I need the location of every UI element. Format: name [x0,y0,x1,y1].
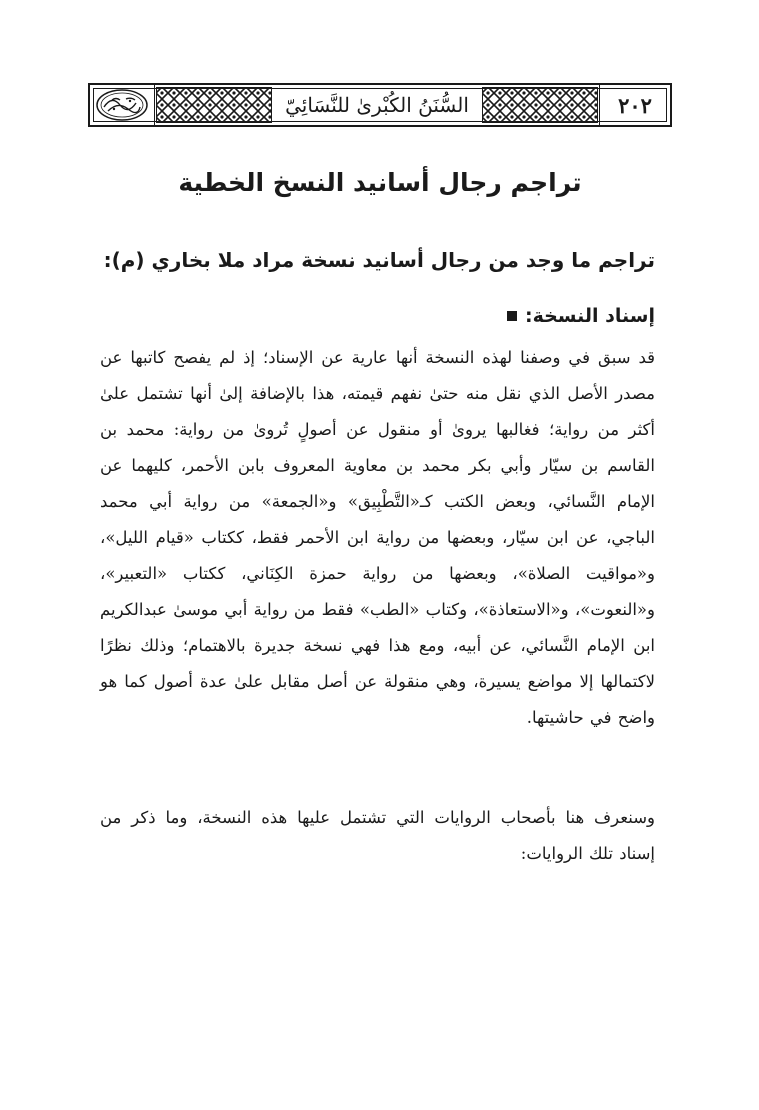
geometric-ornament-icon [482,87,598,123]
seal-emblem [90,85,155,125]
page-header [88,83,672,127]
paragraph: قد سبق في وصفنا لهذه النسخة أنها عارية عن الإسناد؛ إذ لم يفصح كاتبها عن مصدر الأصل الذي نقل منه حتىٰ نفهم قيمته، هذا بالإضافة إلىٰ أنها تشتمل علىٰ أكثر من رواية؛ فغالبها يروىٰ أو منقول عن أصولٍ تُروىٰ من رواية: محمد بن القاسم بن سيّار وأبي بكر محمد بن معاوية المعروف بابن الأحمر، كليهما عن الإمام النَّسائي، وبعض الكتب كـ«التَّطْبِيق» و«الجمعة» من رواية أبي محمد الباجي، عن ابن سيّار، وبعضها من رواية ابن الأحمر فقط، ككتاب «قيام الليل»، و«مواقيت الصلاة»، وبعضها من رواية حمزة الكِنَاني، ككتاب «التعبير»، و«النعوت»، و«الاستعاذة»، وكتاب «الطب» فقط من رواية أبي موسىٰ عبدالكريم ابن الإمام النَّسائي، عن أبيه، ومع هذا فهي نسخة جديرة بالاهتمام؛ وذلك نظرًا لاكتمالها إلا مواضع يسيرة، وهي منقولة عن أصل مقابل علىٰ عدة أصول كما هو واضح في حاشيتها. [100,348,655,727]
page-number: ٢٠٢ [599,85,670,125]
section-label [507,305,655,327]
sub-heading: تراجم ما وجد من رجال أسانيد نسخة مراد ملا بخاري (م): [103,248,655,272]
geometric-ornament-icon [156,87,272,123]
left-ornament-band [155,85,273,125]
page-title: تراجم رجال أسانيد النسخ الخطية [178,168,582,197]
right-ornament-band [481,85,599,125]
section-label-text: إسناد النسخة: [524,305,655,327]
square-bullet-icon [507,311,517,321]
paragraph: وسنعرف هنا بأصحاب الروايات التي تشتمل عليها هذه النسخة، وما ذكر من إسناد تلك الروايات: [100,808,655,863]
calligraphy-seal-icon [94,87,150,123]
running-title: السُّنَنُ الكُبْرىٰ للنَّسَائِيّ [285,93,469,117]
